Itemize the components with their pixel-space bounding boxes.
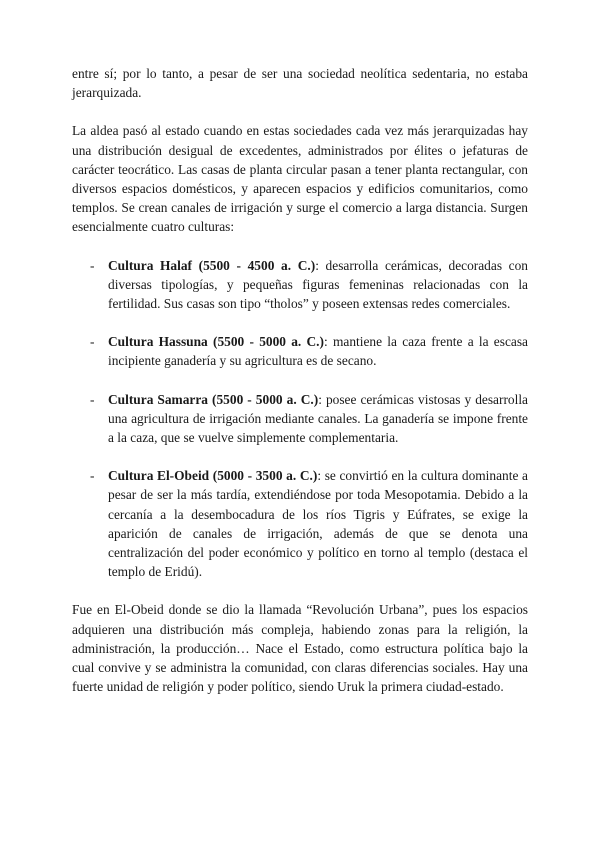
list-bullet: - [90,468,95,484]
paragraph-aldea-estado: La aldea pasó al estado cuando en estas sociedades cada vez más jerarquizadas hay una distribución desigual de excedentes, administrados por élites o jefaturas de carácter teocrático. Las casas de planta circular pasan a tener planta rectangular, con diversos espacios domésticos, y aparecen espacios y edificios comunitarios, como templos. Se crean canales de irrigación y surge el comercio a larga distancia. Surgen esencialmente cuatro culturas: [72,123,528,235]
document-page [72,64,528,715]
culture-term: Cultura Halaf (5500 - 4500 a. C.) [108,257,316,273]
culture-term: Cultura Samarra (5500 - 5000 a. C.) [108,391,319,407]
culture-term: Cultura Hassuna (5500 - 5000 a. C.) [108,334,324,350]
list-item-halaf [72,256,528,314]
list-item-el-obeid [72,466,528,581]
culture-description: : se convirtió en la cultura dominante a pesar de ser la más tardía, extendiéndose por toda Mesopotamia. Debido a la cercanía a la desembocadura de los ríos Tigris y Eúfrates, se exige la aparición de canales de irrigación, además de que se denota una centralización del poder económico y político en torno al templo (destaca el templo de Eridú). [108,468,528,580]
culture-term: Cultura El-Obeid (5000 - 3500 a. C.) [108,468,318,484]
list-bullet: - [90,391,95,407]
culture-description: : desarrolla cerámicas, decoradas con diversas tipologías, y pequeñas figuras femeninas relacionadas con la fertilidad. Sus casas son tipo “tholos” y poseen extensas redes comerciales. [108,257,528,312]
culture-description: : mantiene la caza frente a la escasa incipiente ganadería y su agricultura es de secano. [108,334,528,369]
list-item-hassuna [72,332,528,370]
paragraph-continuation: entre sí; por lo tanto, a pesar de ser una sociedad neolítica sedentaria, no estaba jerarquizada. [72,66,528,101]
paragraph-revolucion-urbana: Fue en El-Obeid donde se dio la llamada “Revolución Urbana”, pues los espacios adquieren una distribución más compleja, habiendo zonas para la religión, la administración, la producción… Nace el Estado, como estructura política bajo la cual convive y se administra la comunidad, con claras diferencias sociales. Hay una fuerte unidad de religión y poder político, siendo Uruk la primera ciudad-estado. [72,602,528,695]
culture-description: : posee cerámicas vistosas y desarrolla una agricultura de irrigación mediante canales. La ganadería se impone frente a la caza, que se vuelve simplemente complementaria. [108,391,528,446]
cultures-list [72,256,528,582]
list-bullet: - [90,334,95,350]
list-item-samarra [72,390,528,448]
list-bullet: - [90,257,95,273]
